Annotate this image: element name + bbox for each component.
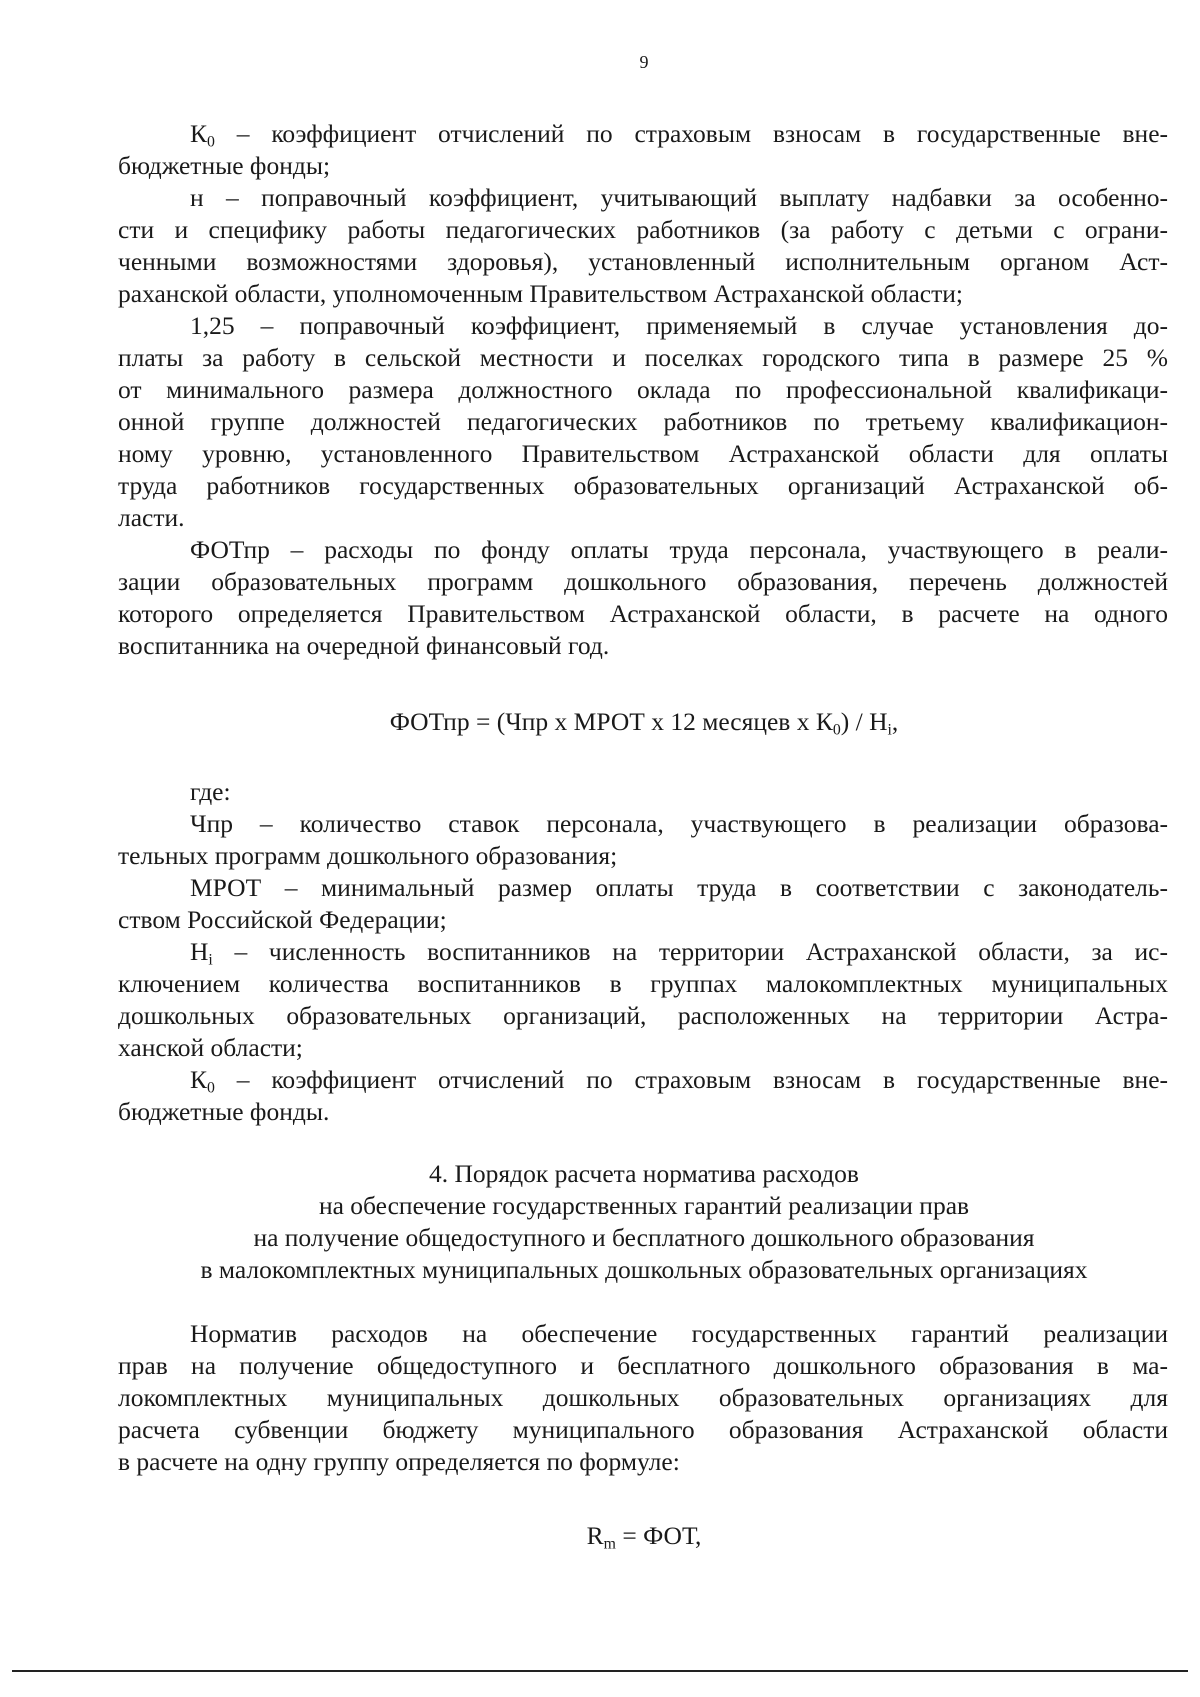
- text-line: в расчете на одну группу определяется по формуле:: [118, 1447, 680, 1476]
- text-line: которого определяется Правительством Астраханской области, в расчете на одного: [118, 599, 1168, 628]
- section-heading: на обеспечение государственных гарантий реализации прав: [318, 1191, 970, 1220]
- text-line: $К_0$ – коэффициент отчислений по страховым взносам в государственные вне-: [190, 1065, 1168, 1097]
- text-line: от минимального размера должностного оклада по профессиональной квалификаци-: [118, 375, 1168, 404]
- section-heading: на получение общедоступного и бесплатного дошкольного образования: [253, 1223, 1035, 1252]
- text-line: воспитанника на очередной финансовый год.: [118, 631, 610, 660]
- text-line: Чпр – количество ставок персонала, участвующего в реализации образова-: [190, 809, 1168, 838]
- section-heading: 4. Порядок расчета норматива расходов: [429, 1159, 859, 1188]
- formula-fot: ФОТпр = (Чпр х МРОТ х 12 месяцев х $К_0) / Н_i$,: [389, 707, 899, 739]
- text-line: ханской области;: [118, 1033, 303, 1062]
- text-line: локомплектных муниципальных дошкольных образовательных организациях для: [118, 1383, 1168, 1412]
- text-line: зации образовательных программ дошкольного образования, перечень должностей: [118, 567, 1168, 596]
- formula-rm: $R_m$ = ФОТ,: [586, 1521, 702, 1553]
- page-number: 9: [639, 52, 649, 72]
- text-line: платы за работу в сельской местности и поселках городского типа в размере 25 %: [118, 343, 1168, 372]
- text-line: ством Российской Федерации;: [118, 905, 447, 934]
- section-heading: в малокомплектных муниципальных дошкольных образовательных организациях: [200, 1255, 1088, 1284]
- text-line: Норматив расходов на обеспечение государственных гарантий реализации: [190, 1319, 1168, 1348]
- text-line: сти и специфику работы педагогических работников (за работу с детьми с ограни-: [118, 215, 1168, 244]
- text-line: прав на получение общедоступного и бесплатного дошкольного образования в ма-: [118, 1351, 1168, 1380]
- text-line: раханской области, уполномоченным Правительством Астраханской области;: [118, 279, 963, 308]
- text-line: ному уровню, установленного Правительством Астраханской области для оплаты: [118, 439, 1168, 468]
- text-line: $Н_i$ – численность воспитанников на территории Астраханской области, за ис-: [190, 937, 1168, 969]
- text-line: ласти.: [118, 503, 185, 532]
- text-line: $К_0$ – коэффициент отчислений по страховым взносам в государственные вне-: [190, 119, 1168, 151]
- bottom-rule: [12, 1670, 1188, 1672]
- text-line: МРОТ – минимальный размер оплаты труда в соответствии с законодатель-: [190, 873, 1168, 902]
- text-line: ключением количества воспитанников в группах малокомплектных муниципальных: [118, 969, 1168, 998]
- text-line: ченными возможностями здоровья), установленный исполнительным органом Аст-: [118, 247, 1168, 276]
- text-line: труда работников государственных образовательных организаций Астраханской об-: [118, 471, 1168, 500]
- text-line: ФОТпр – расходы по фонду оплаты труда персонала, участвующего в реали-: [190, 535, 1168, 564]
- text-line: бюджетные фонды.: [118, 1097, 330, 1126]
- text-line: расчета субвенции бюджету муниципального образования Астраханской области: [118, 1415, 1168, 1444]
- text-line: дошкольных образовательных организаций, расположенных на территории Астра-: [118, 1001, 1168, 1030]
- text-line: 1,25 – поправочный коэффициент, применяемый в случае установления до-: [190, 311, 1168, 340]
- text-line: н – поправочный коэффициент, учитывающий выплату надбавки за особенно-: [190, 183, 1168, 212]
- text-line: бюджетные фонды;: [118, 151, 331, 180]
- text-line: тельных программ дошкольного образования;: [118, 841, 618, 870]
- text-line: онной группе должностей педагогических работников по третьему квалификацион-: [118, 407, 1168, 436]
- text-line: где:: [190, 777, 231, 806]
